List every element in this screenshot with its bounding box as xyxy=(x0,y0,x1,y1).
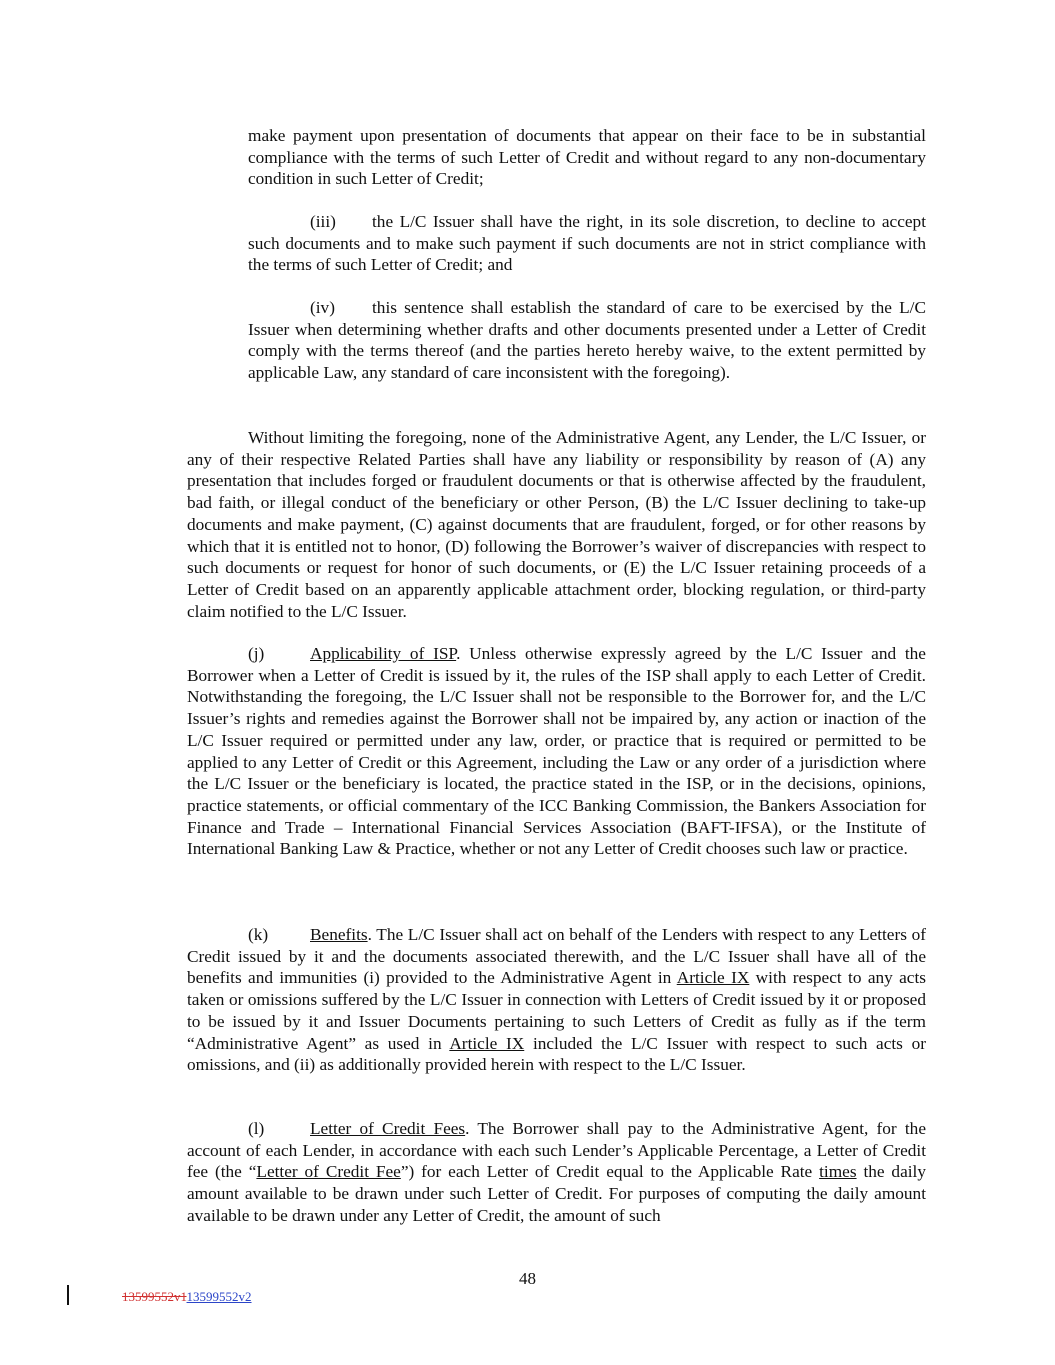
article-reference: Article IX xyxy=(676,968,750,988)
section-label: (k) xyxy=(248,925,269,944)
section-heading: Applicability of ISP xyxy=(310,644,457,663)
page-number: 48 xyxy=(519,1269,536,1288)
section-label: (l) xyxy=(248,1119,265,1138)
section-k xyxy=(187,924,926,1076)
change-bar xyxy=(67,1285,69,1305)
clause-label: (iv) xyxy=(310,298,335,317)
section-text: . Unless otherwise expressly agreed by the L/C Issuer and the Borrower when a Letter of Credit is issued by it, the rules of the ISP shall apply to each Letter of Credit. Notwithstanding the foregoing, the L/C Issuer shall not be responsible to the Borrower for, and the L/C Issuer’s rights and remedies against the Borrower shall not be impaired by, any action or inaction of the L/C Issuer required or permitted under any law, order, or practice that is required or permitted to be applied to any Letter of Credit or this Agreement, including the Law or any order of a jurisdiction where the L/C Issuer or the beneficiary is located, the practice stated in the ISP, or in the decisions, opinions, practice statements, or official commentary of the ICC Banking Commission, the Bankers Association for Finance and Trade – International Financial Services Association (BAFT-IFSA), or the Institute of International Banking Law & Practice, whether or not any Letter of Credit chooses such law or practice. xyxy=(187,644,926,859)
clause-text: the L/C Issuer shall have the right, in its sole discretion, to decline to accept such documents and to make such payment if such documents are not in strict compliance with the terms of such Letter of Credit; and xyxy=(248,212,926,275)
section-text: included the L/C Issuer with respect to such acts or omissions, and (ii) as additionally provided herein with respect to the L/C Issuer. xyxy=(187,1033,927,1075)
section-text: ”) for each Letter of Credit equal to the Applicable Rate xyxy=(400,1162,820,1182)
paragraph-continuation: make payment upon presentation of documents that appear on their face to be in substantial compliance with the terms of such Letter of Credit and without regard to any non-documentary condition in such Letter of Credit; xyxy=(248,126,926,189)
emphasis-times: times xyxy=(819,1162,857,1182)
document-id-footer xyxy=(122,1289,252,1305)
paragraph-iv xyxy=(248,297,926,384)
paragraph-iii xyxy=(248,211,926,276)
section-heading: Letter of Credit Fees xyxy=(310,1119,466,1138)
section-text: with respect to any acts taken or omissions suffered by the L/C Issuer in connection with Letters of Credit issued by it or proposed to be issued by it and Issuer Documents pertaining to such Letters of Credit as fully as if the term “Administrative Agent” as used in xyxy=(187,968,926,1053)
deleted-doc-id: 13599552v1 xyxy=(122,1289,187,1304)
section-j xyxy=(187,643,926,860)
inserted-doc-id: 13599552v2 xyxy=(186,1289,252,1304)
section-heading: Benefits xyxy=(310,925,368,944)
defined-term: Letter of Credit Fee xyxy=(256,1162,401,1182)
clause-label: (iii) xyxy=(310,212,336,231)
section-text: . The Borrower shall pay to the Administrative Agent, for the account of each Lender, in accordance with each such Lender’s Applicable Percentage, a Letter of Credit fee (the “ xyxy=(187,1119,926,1182)
section-text: . The L/C Issuer shall act on behalf of the Lenders with respect to any Letters of Credit issued by it and the documents associated therewith, and the L/C Issuer shall have all of the benefits and immunities (i) provided to the Administrative Agent in xyxy=(187,925,926,988)
section-label: (j) xyxy=(248,644,265,663)
section-l xyxy=(187,1118,926,1227)
article-reference: Article IX xyxy=(449,1033,525,1053)
clause-text: this sentence shall establish the standard of care to be exercised by the L/C Issuer when determining whether drafts and other documents presented under a Letter of Credit comply with the terms thereof (and the parties hereto hereby waive, to the extent permitted by applicable Law, any standard of care inconsistent with the foregoing). xyxy=(248,298,926,383)
paragraph-without-limiting: Without limiting the foregoing, none of the Administrative Agent, any Lender, the L/C Issuer, or any of their respective Related Parties shall have any liability or responsibility by reason of (A) any presentation that includes forged or fraudulent documents or that is otherwise affected by the fraudulent, bad faith, or illegal conduct of the beneficiary or other Person, (B) the L/C Issuer declining to take-up documents and make payment, (C) against documents that are fraudulent, forged, or for other reasons by which that it is entitled not to honor, (D) following the Borrower’s waiver of discrepancies with respect to such documents or request for honor of such documents, or (E) the L/C Issuer retaining proceeds of a Letter of Credit based on an apparently applicable attachment order, blocking regulation, or third-party claim notified to the L/C Issuer. xyxy=(187,428,926,621)
section-text: the daily amount available to be drawn under such Letter of Credit. For purposes of computing the daily amount available to be drawn under any Letter of Credit, the amount of such xyxy=(187,1162,926,1225)
